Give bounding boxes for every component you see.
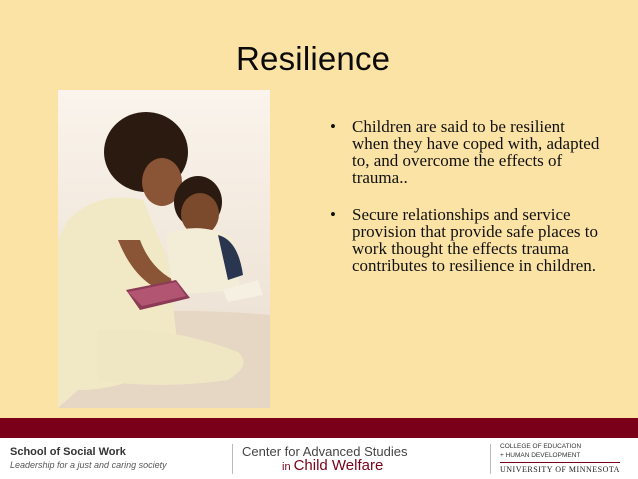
school-name: School of Social Work	[10, 446, 126, 458]
center-line2: Child Welfare	[293, 457, 384, 474]
school-tagline: Leadership for a just and caring society	[10, 460, 167, 470]
bullet-item	[330, 206, 600, 274]
photo-mother-and-child-reading	[58, 90, 270, 408]
maroon-stripe	[0, 418, 638, 438]
footer-divider	[232, 444, 233, 474]
college-rule	[500, 462, 620, 463]
bullet-symbol: •	[330, 205, 336, 224]
center-logo	[242, 444, 408, 474]
bullet-text: Secure relationships and service provision that provide safe places to work thought the effects trauma contributes to resilience in children.	[352, 205, 598, 275]
bullet-list	[330, 118, 600, 294]
college-line1: COLLEGE OF EDUCATION	[500, 443, 582, 450]
center-in: in	[282, 461, 291, 473]
slide-title: Resilience	[236, 40, 391, 77]
center-line2-wrap	[282, 457, 408, 474]
photo-illustration	[58, 90, 270, 408]
footer-divider	[490, 444, 491, 474]
bullet-item	[330, 118, 600, 186]
college-line2: + HUMAN DEVELOPMENT	[500, 452, 581, 459]
footer-logos	[0, 438, 638, 479]
college-logo	[500, 442, 620, 474]
university-name: UNIVERSITY OF MINNESOTA	[500, 465, 620, 474]
bullet-symbol: •	[330, 117, 336, 136]
bullet-text: Children are said to be resilient when they have coped with, adapted to, and overcome the effects of trauma..	[352, 117, 600, 187]
school-of-social-work-logo	[10, 446, 167, 470]
center-line1: Center for Advanced Studies	[242, 444, 408, 459]
